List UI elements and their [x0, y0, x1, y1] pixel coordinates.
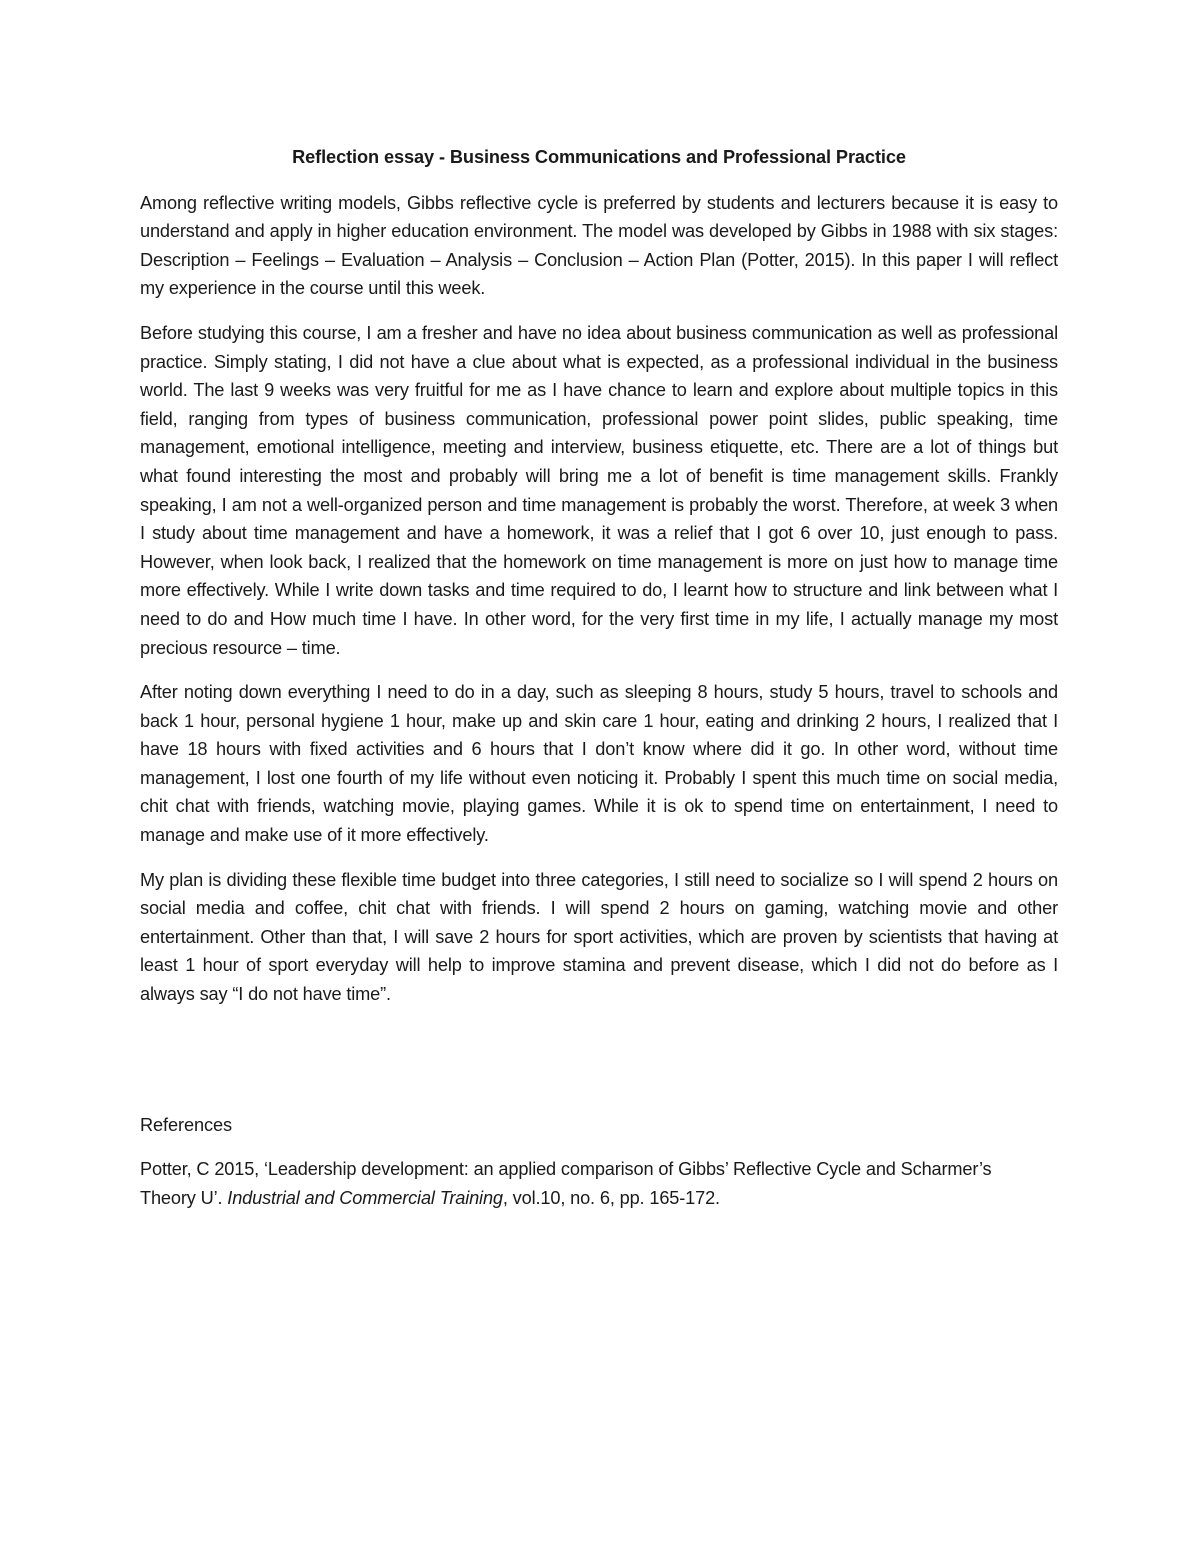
reference-text-after: , vol.10, no. 6, pp. 165-172.	[502, 1187, 720, 1208]
reference-entry	[140, 1155, 1000, 1212]
document-body	[140, 143, 1058, 1212]
section-spacer	[140, 1025, 1058, 1111]
paragraph-action-plan: My plan is dividing these flexible time budget into three categories, I still need to socialize so I will spend 2 hours on social media and coffee, chit chat with friends. I will spend 2 hours on gaming, watching movie and other entertainment. Other than that, I will save 2 hours for sport activities, which are proven by scientists that having at least 1 hour of sport everyday will help to improve stamina and prevent disease, which I did not do before as I always say “I do not have time”.	[140, 869, 1058, 1005]
references-heading: References	[140, 1114, 233, 1135]
reference-text-before: Potter, C 2015, ‘Leadership development: an applied comparison of Gibbs’ Reflective Cycle and Scharmer’s Theory U’.	[140, 1159, 992, 1208]
paragraph-time-analysis: After noting down everything I need to do in a day, such as sleeping 8 hours, study 5 hours, travel to schools and back 1 hour, personal hygiene 1 hour, make up and skin care 1 hour, eating and drinking 2 hours, I realized that I have 18 hours with fixed activities and 6 hours that I don’t know where did it go. In other word, without time management, I lost one fourth of my life without even noticing it. Probably I spent this much time on social media, chit chat with friends, watching movie, playing games. While it is ok to spend time on entertainment, I need to manage and make use of it more effectively.	[140, 682, 1058, 846]
paragraph-gibbs-model: Among reflective writing models, Gibbs reflective cycle is preferred by students and lecturers because it is easy to understand and apply in higher education environment. The model was developed by Gibbs in 1988 with six stages: Description – Feelings – Evaluation – Analysis – Conclusion – Action Plan (Potter, 2015). In this paper I will reflect my experience in the course until this week.	[140, 192, 1058, 299]
paragraph-course-experience: Before studying this course, I am a fresher and have no idea about business communication as well as professional practice. Simply stating, I did not have a clue about what is expected, as a professional individual in the business world. The last 9 weeks was very fruitful for me as I have chance to learn and explore about multiple topics in this field, ranging from types of business communication, professional power point slides, public speaking, time management, emotional intelligence, meeting and interview, business etiquette, etc. There are a lot of things but what found interesting the most and probably will bring me a lot of benefit is time management skills. Frankly speaking, I am not a well-organized person and time management is probably the worst. Therefore, at week 3 when I study about time management and have a homework, it was a relief that I got 6 over 10, just enough to pass. However, when look back, I realized that the homework on time management is more on just how to manage time more effectively. While I write down tasks and time required to do, I learnt how to structure and link between what I need to do and How much time I have. In other word, for the very first time in my life, I actually manage my most precious resource – time.	[140, 322, 1058, 658]
document-title: Reflection essay - Business Communications and Professional Practice	[292, 147, 906, 167]
reference-journal-title: Industrial and Commercial Training	[227, 1187, 503, 1208]
